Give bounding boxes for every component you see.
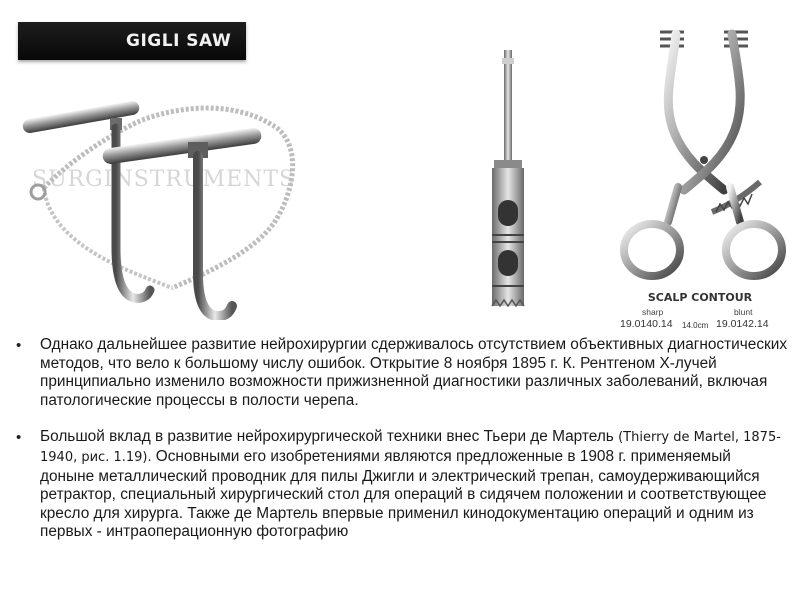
trephine-shaft <box>504 50 512 162</box>
retractor-pivot <box>700 156 708 164</box>
gigli-saw-image <box>12 58 312 320</box>
retractor-caption: SCALP CONTOUR <box>647 291 753 304</box>
bullet-item-2 <box>16 428 788 542</box>
bullet-text-part-b: (Thierry de Martel, 1875-1940, рис. 1.19). <box>40 430 781 465</box>
retractor-image <box>612 22 792 292</box>
gigli-banner <box>18 22 246 60</box>
retractor-ring-right <box>726 224 782 276</box>
gigli-title: GIGLI SAW <box>126 31 232 51</box>
bullet-item-1 <box>16 336 788 410</box>
bullet-text <box>40 428 788 542</box>
trephine-window-1 <box>498 200 518 226</box>
sharp-code: 19.0140.14 <box>620 318 673 330</box>
retractor-ring-left <box>624 224 680 276</box>
bullet-text-part-a: Большой вклад в развитие нейрохирургической техники внес Тьери де Мартель <box>40 428 619 446</box>
blunt-code: 19.0142.14 <box>716 318 769 330</box>
watermark-text: SURGINSTRUMENTS <box>32 167 296 192</box>
length-label: 14.0cm <box>682 321 709 330</box>
bullet-list <box>16 336 788 542</box>
trephine-window-2 <box>498 250 518 276</box>
bullet-text: Однако дальнейшее развитие нейрохирургии сдерживалось отсутствием объективных диагностических методов, что вело к большому числу ошибок. Открытие 8 ноября 1895 г. К. Рентгеном Х-лучей принципиально изменило возможности прижизненной диагностики различных заболеваний, включая патологические процессы в полости черепа. <box>40 336 788 409</box>
bullet-marker: • <box>16 429 22 447</box>
sharp-label: sharp <box>642 307 664 317</box>
blunt-label: blunt <box>734 307 753 317</box>
retractor-figure <box>612 22 792 338</box>
bullet-marker: • <box>16 337 22 354</box>
bullet-text-part-c: Основными его изобретениями являются предложенные в 1908 г. применяемый доныне металлический проводник для пилы Джигли и электрический трепан, самоудерживающийся ретрактор, специальный хирургический стол для операций в сидячем положении и соответствующее кресло для хирурга. Также де Мартель впервые применил кинодокументацию операций и одним из первых - интраоперационную фотографию <box>40 447 767 541</box>
gigli-saw-figure <box>12 22 312 320</box>
trephine-image <box>484 50 532 310</box>
